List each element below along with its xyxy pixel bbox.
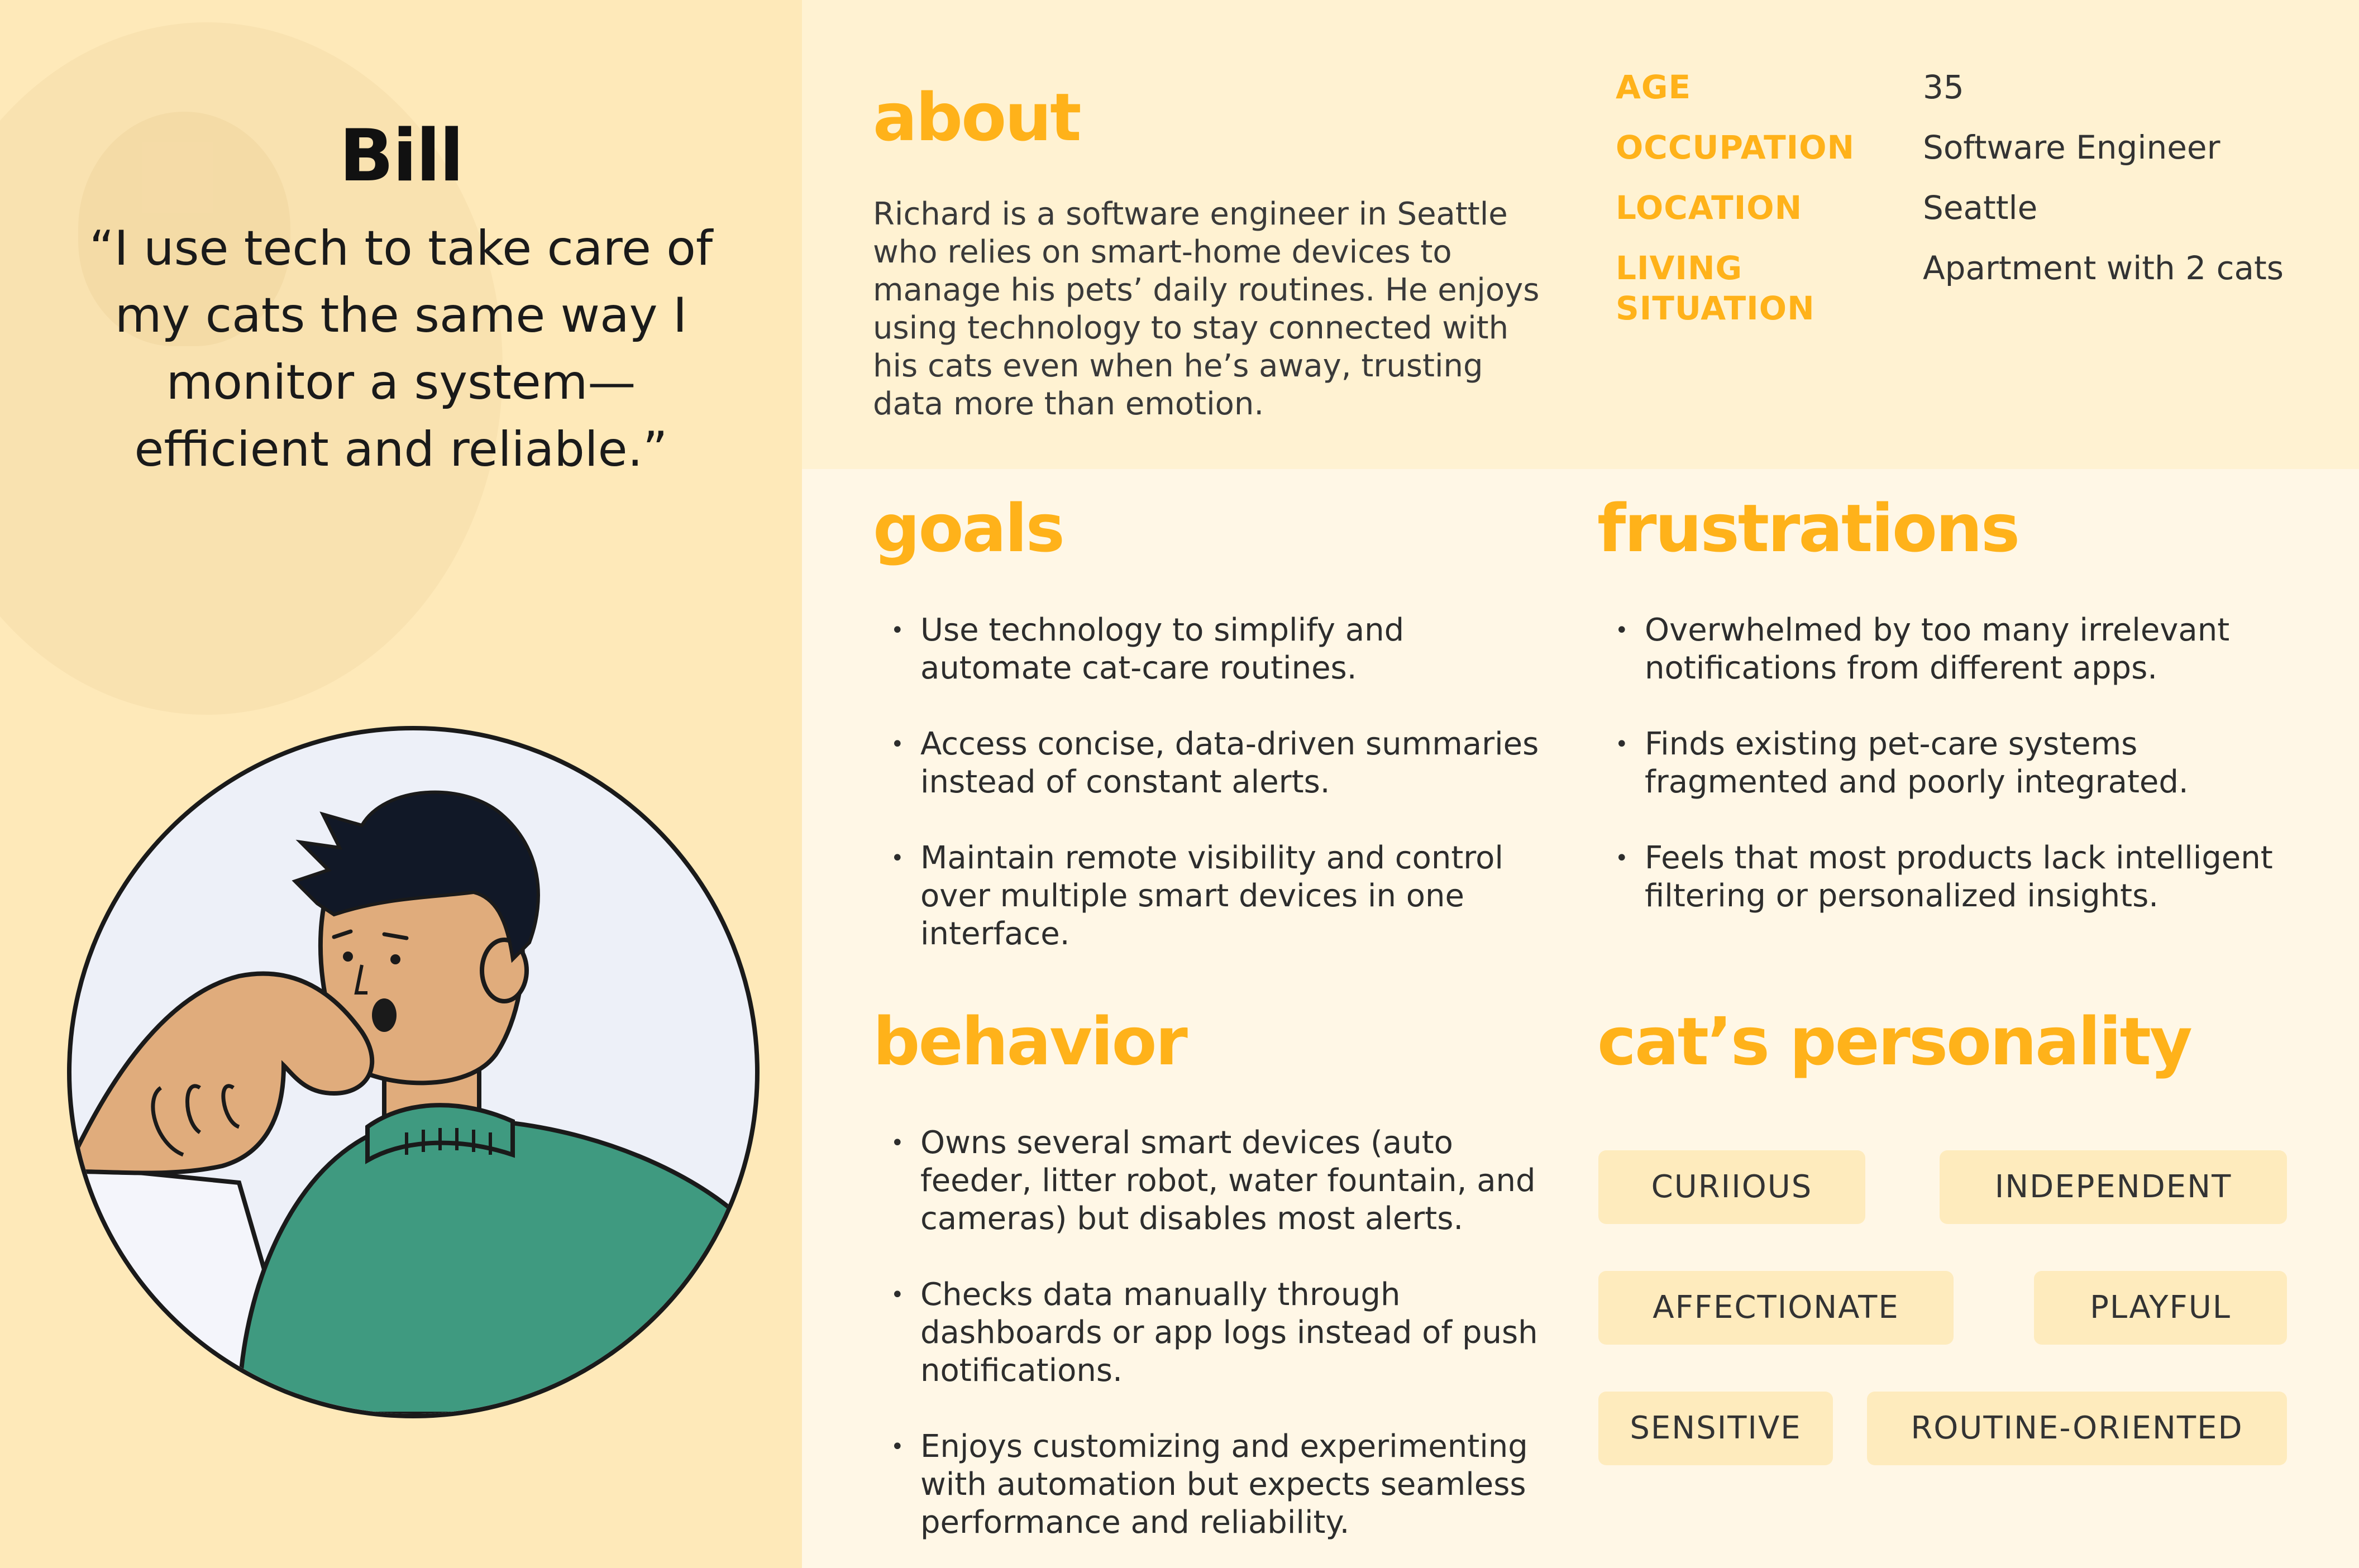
fact-value: Seattle xyxy=(1923,189,2038,227)
bullet-icon: • xyxy=(1615,732,1629,757)
goal-text: Access concise, data-driven summaries instead of constant alerts. xyxy=(920,726,1539,800)
list-item xyxy=(1597,839,2301,915)
about-text: Richard is a software engineer in Seattle who relies on smart-home devices to manage his pets’ daily routines. He enjoys using technology to stay connected with his cats even when he’s away, trusting data more than emotion. xyxy=(873,196,1540,422)
avatar xyxy=(67,726,760,1418)
frustration-text: Overwhelmed by too many irrelevant notifications from different apps. xyxy=(1645,612,2230,686)
list-item xyxy=(873,1428,1560,1542)
fact-label: OCCUPATION xyxy=(1616,128,1855,166)
bullet-icon: • xyxy=(891,1130,904,1156)
frustration-text: Feels that most products lack intelligent filtering or personalized insights. xyxy=(1645,840,2273,914)
list-item xyxy=(1597,611,2301,687)
fact-label: LIVING SITUATION xyxy=(1616,249,1815,327)
personality-tag: SENSITIVE xyxy=(1598,1392,1833,1465)
fact-value: Apartment with 2 cats xyxy=(1923,249,2284,287)
list-item xyxy=(873,839,1560,953)
goals-list xyxy=(873,611,1560,953)
goal-text: Use technology to simplify and automate cat-care routines. xyxy=(920,612,1405,686)
behavior-list xyxy=(873,1124,1560,1542)
personality-tag: PLAYFUL xyxy=(2034,1271,2287,1345)
bullet-icon: • xyxy=(891,732,904,757)
frustrations-title: frustrations xyxy=(1597,490,2019,567)
thinking-man-illustration xyxy=(71,730,755,1414)
frustrations-list xyxy=(1597,611,2301,915)
frustration-text: Finds existing pet-care systems fragmented and poorly integrated. xyxy=(1645,726,2189,800)
bullet-icon: • xyxy=(891,1434,904,1460)
goal-text: Maintain remote visibility and control over multiple smart devices in one interface. xyxy=(920,840,1503,952)
fact-value: Software Engineer xyxy=(1923,128,2220,166)
persona-quote: “I use tech to take care of my cats the same way I monitor a system—efficient and reliable.” xyxy=(89,221,713,477)
personality-tag: CURIIOUS xyxy=(1598,1150,1865,1224)
personality-title: cat’s personality xyxy=(1597,1003,2191,1080)
list-item xyxy=(873,1124,1560,1238)
behavior-text: Enjoys customizing and experimenting with automation but expects seamless performance and reliability. xyxy=(920,1428,1528,1541)
list-item xyxy=(1597,725,2301,801)
persona-panel xyxy=(0,0,802,1568)
fact-label: LOCATION xyxy=(1616,189,1803,227)
fact-value: 35 xyxy=(1923,68,1964,106)
bullet-icon: • xyxy=(891,845,904,871)
goals-title: goals xyxy=(873,490,1063,567)
personality-tag: ROUTINE-ORIENTED xyxy=(1867,1392,2287,1465)
bullet-icon: • xyxy=(891,1282,904,1308)
behavior-text: Checks data manually through dashboards or app logs instead of push notifications. xyxy=(920,1277,1538,1389)
personality-tag: AFFECTIONATE xyxy=(1598,1271,1954,1345)
personality-tag: INDEPENDENT xyxy=(1940,1150,2287,1224)
list-item xyxy=(873,1276,1560,1390)
about-title: about xyxy=(873,79,1080,156)
behavior-text: Owns several smart devices (auto feeder, litter robot, water fountain, and cameras) but disables most alerts. xyxy=(920,1125,1536,1237)
persona-name: Bill xyxy=(339,114,463,198)
bullet-icon: • xyxy=(1615,618,1629,643)
list-item xyxy=(873,611,1560,687)
list-item xyxy=(873,725,1560,801)
bullet-icon: • xyxy=(1615,845,1629,871)
bullet-icon: • xyxy=(891,618,904,643)
fact-label: AGE xyxy=(1616,68,1692,106)
behavior-title: behavior xyxy=(873,1003,1186,1080)
